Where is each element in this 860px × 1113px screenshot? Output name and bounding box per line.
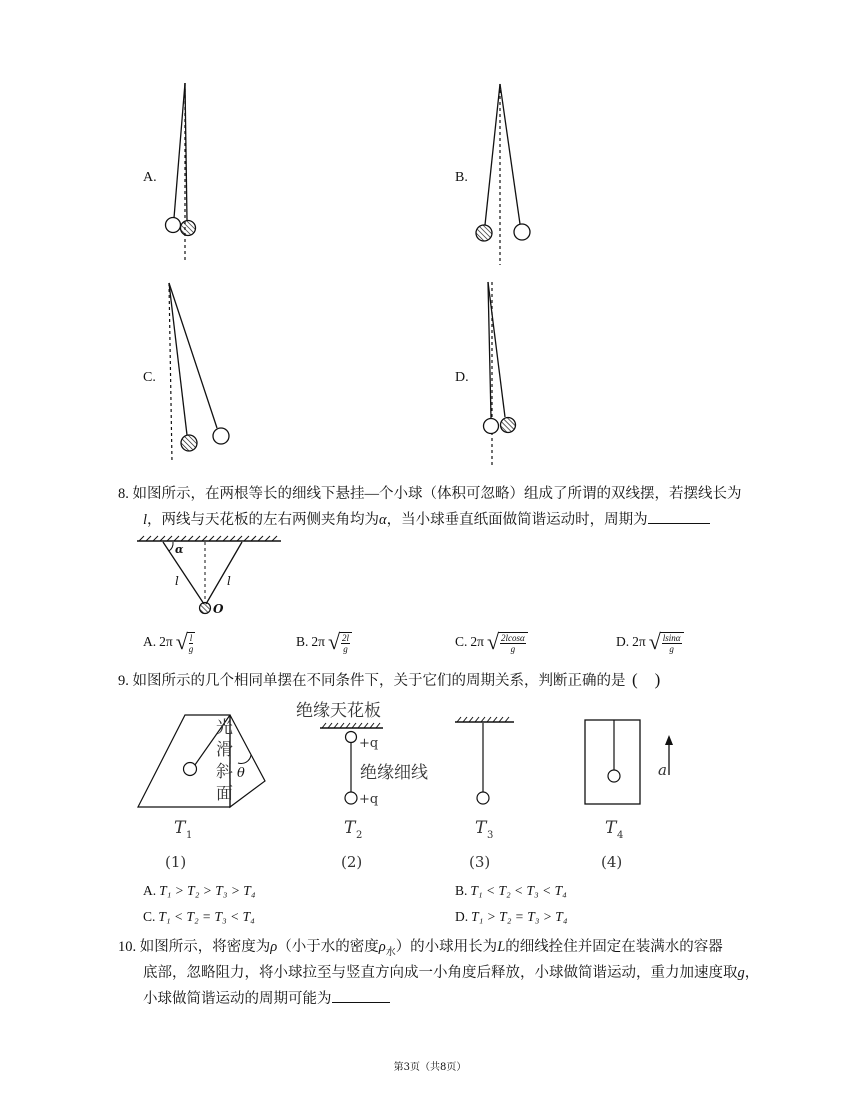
q7-option-b-label[interactable]: B. [455, 170, 468, 185]
q8-option-d-coef: 2π [632, 634, 646, 649]
page-footer: 第3页（共8页） [393, 1062, 467, 1073]
q9-option-d-text: T₁ > T₂ = T₃ > T₄ [471, 909, 568, 924]
q9-option-b[interactable] [455, 883, 567, 899]
q10-text-2b: ， [744, 965, 760, 981]
q8-option-b-label: B. [296, 634, 309, 649]
q7-option-a-label[interactable]: A. [143, 170, 157, 185]
q8-stem-line1 [118, 481, 742, 507]
q9-fig2-sub: 2 [356, 830, 363, 841]
q9-option-c-text: T₁ < T₂ = T₃ < T₄ [158, 909, 255, 924]
q10-text-2a: 底部，忽略阻力，将小球拉至与竖直方向成一小角度后释放，小球做简谐运动，重力加速度取 [143, 965, 738, 981]
q8-text-mid: ，两线与天花板的左右两侧夹角均为 [147, 512, 380, 528]
q8-option-c-label: C. [455, 634, 468, 649]
q10-text-1a: 如图所示，将密度为 [139, 939, 271, 955]
q9-fig2-T: T [344, 818, 356, 838]
q9-fig1-char-1: 光 [216, 718, 233, 738]
q8-option-c-num: 2lcosα [501, 633, 525, 643]
q8-fig-l-right: l [227, 574, 231, 588]
q10-answer-blank[interactable] [332, 988, 390, 1003]
q8-figure [135, 535, 285, 625]
q8-option-a-den: g [188, 644, 194, 654]
q9-fig3-T: T [475, 818, 487, 838]
q9-option-c[interactable] [143, 909, 255, 925]
q8-answer-blank[interactable] [648, 509, 710, 524]
q9-text: 如图所示的几个相同单摆在不同条件下，关于它们的周期关系，判断正确的是 [132, 673, 626, 689]
q9-fig2-ceiling-text: 绝缘天花板 [296, 701, 381, 721]
q9-fig4-number: (4) [601, 853, 623, 871]
q9-option-b-text: T₁ < T₂ < T₃ < T₄ [470, 883, 567, 898]
pendulum-diagram-d [484, 282, 516, 465]
q8-text-line1: 如图所示，在两根等长的细线下悬挂—个小球（体积可忽略）组成了所谓的双线摆，若摆线长为 [132, 486, 742, 502]
q8-alpha-symbol: α [379, 512, 387, 528]
q8-option-c[interactable] [455, 630, 528, 654]
q8-fig-l-left: l [175, 574, 179, 588]
q8-option-a-num: l [189, 633, 193, 643]
q9-fig4-sub: 4 [617, 830, 624, 841]
q10-g: g [737, 965, 745, 981]
q9-fig4-T: T [605, 818, 617, 838]
q9-stem [118, 667, 663, 694]
q8-option-a-coef: 2π [159, 634, 173, 649]
q8-l-symbol: l [143, 512, 148, 528]
q9-option-a[interactable] [143, 883, 256, 899]
q10-rho-water: ρ [378, 939, 386, 955]
q9-fig3-number: (3) [469, 853, 491, 871]
q9-fig4-a: a [658, 761, 667, 779]
q10-stem-line2 [143, 960, 759, 986]
q9-fig1-incline [138, 715, 265, 807]
q9-option-a-label: A. [143, 883, 157, 898]
q8-option-c-coef: 2π [470, 634, 484, 649]
pendulum-diagram-a [166, 83, 196, 262]
q8-option-d-num: lsinα [662, 633, 681, 643]
q8-option-d-den: g [669, 644, 674, 654]
q8-option-c-sqrt: √ $\frac{2lcos\alpha}{g}$ [487, 630, 528, 654]
q8-fig-alpha: α [175, 543, 184, 556]
q8-text-post: ，当小球垂直纸面做简谐运动时，周期为 [386, 512, 648, 528]
q8-option-b-num: 2l [342, 633, 350, 643]
q9-answer-paren[interactable]: ( ) [631, 670, 661, 689]
q9-fig1-char-3: 斜 [216, 762, 233, 782]
q8-option-a[interactable] [143, 630, 195, 654]
q9-fig2-number: (2) [341, 853, 363, 871]
q9-fig3-sub: 3 [487, 830, 494, 841]
q9-option-d-label: D. [455, 909, 469, 924]
q10-stem-line3 [143, 986, 390, 1012]
q9-fig1-theta: θ [237, 766, 245, 781]
q10-text-1d: 的细线拴住并固定在装满水的容器 [505, 939, 723, 955]
q10-text-1c: ）的小球用长为 [395, 939, 498, 955]
q9-fig1-T: T [174, 818, 186, 838]
q8-option-d-label: D. [616, 634, 630, 649]
q8-option-b-sqrt: √ $\frac{2l}{g}$ [328, 630, 352, 654]
q8-option-b[interactable] [296, 630, 352, 654]
q9-fig2-wire-text: 绝缘细线 [360, 763, 428, 783]
q8-option-a-sqrt: √ $\frac{l}{g}$ [176, 630, 196, 654]
q9-fig2-q-bot: +q [359, 792, 379, 807]
q8-stem-line2 [143, 507, 710, 533]
q8-number: 8. [118, 486, 129, 502]
q9-fig2-q-top: +q [359, 736, 379, 751]
q9-option-c-label: C. [143, 909, 156, 924]
pendulum-diagram-c [169, 283, 229, 462]
q7-option-d-label[interactable]: D. [455, 370, 469, 385]
q9-option-a-text: T₁ > T₂ > T₃ > T₄ [159, 883, 256, 898]
q10-L: L [497, 939, 506, 955]
q8-option-b-coef: 2π [311, 634, 325, 649]
q10-number: 10. [118, 939, 137, 955]
q8-option-d[interactable] [616, 630, 684, 654]
q9-number: 9. [118, 673, 129, 689]
q10-text-3: 小球做简谐运动的周期可能为 [143, 991, 332, 1007]
q8-option-a-label: A. [143, 634, 157, 649]
q10-rho: ρ [270, 939, 278, 955]
q9-fig1-sub: 1 [186, 830, 193, 841]
q8-fig-o: O [213, 602, 224, 616]
q10-rho-water-sub: 水 [385, 946, 396, 958]
q9-figures [120, 695, 680, 880]
q7-diagrams [0, 0, 860, 470]
pendulum-diagram-b [476, 84, 530, 265]
q8-option-b-den: g [343, 644, 348, 654]
q9-fig1-char-2: 滑 [216, 740, 233, 760]
q9-fig1-char-4: 面 [216, 784, 233, 804]
q10-text-1b: （小于水的密度 [277, 939, 379, 955]
q8-option-c-den: g [510, 644, 516, 654]
q9-option-d[interactable] [455, 909, 568, 925]
q9-option-b-label: B. [455, 883, 468, 898]
q7-option-c-label[interactable]: C. [143, 370, 156, 385]
q9-fig1-number: (1) [165, 853, 187, 871]
q8-option-d-sqrt: √ $\frac{lsin\alpha}{g}$ [649, 630, 684, 654]
